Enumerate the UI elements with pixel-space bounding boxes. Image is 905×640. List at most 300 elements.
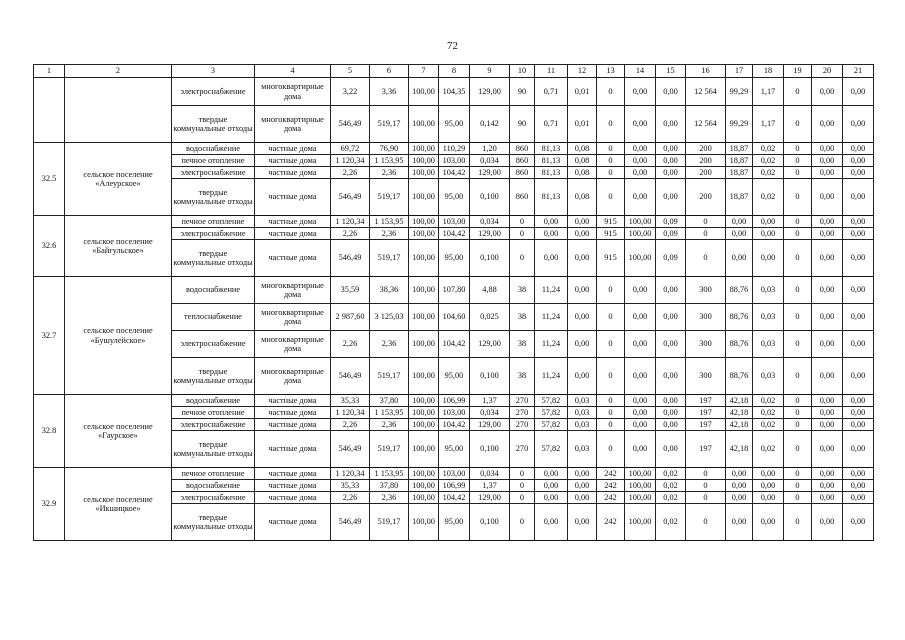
value-cell: 37,80 <box>370 395 409 407</box>
value-cell: 0,00 <box>726 492 753 504</box>
value-cell: 0 <box>784 106 812 143</box>
value-cell: 0,00 <box>812 331 843 358</box>
value-cell: 88,76 <box>726 277 753 304</box>
value-cell: 300 <box>686 304 726 331</box>
settlement-number: 32.6 <box>34 216 65 277</box>
value-cell: 0,00 <box>812 143 843 155</box>
value-cell: 0 <box>686 504 726 541</box>
value-cell: 0,00 <box>753 216 784 228</box>
settlement-name <box>65 78 172 143</box>
value-cell: 100,00 <box>409 216 439 228</box>
value-cell: 100,00 <box>409 240 439 277</box>
value-cell: 270 <box>510 395 535 407</box>
value-cell: 0,00 <box>568 492 597 504</box>
value-cell: 100,00 <box>409 431 439 468</box>
value-cell: 0 <box>597 407 625 419</box>
housing-type: частные дома <box>255 492 331 504</box>
value-cell: 100,00 <box>409 407 439 419</box>
value-cell: 0,03 <box>753 331 784 358</box>
value-cell: 0,00 <box>812 167 843 179</box>
value-cell: 0,00 <box>843 395 874 407</box>
value-cell: 197 <box>686 419 726 431</box>
value-cell: 0 <box>597 358 625 395</box>
value-cell: 0,00 <box>843 407 874 419</box>
value-cell: 18,87 <box>726 143 753 155</box>
value-cell: 100,00 <box>625 216 656 228</box>
value-cell: 0,00 <box>843 419 874 431</box>
settlement-number: 32.5 <box>34 143 65 216</box>
value-cell: 104,35 <box>439 78 470 106</box>
value-cell: 0,00 <box>812 277 843 304</box>
service-name: твердые коммунальные отходы <box>172 431 255 468</box>
value-cell: 38 <box>510 277 535 304</box>
page-number: 72 <box>447 40 458 52</box>
value-cell: 0,00 <box>625 78 656 106</box>
housing-type: частные дома <box>255 155 331 167</box>
value-cell: 100,00 <box>409 331 439 358</box>
value-cell: 0,00 <box>625 419 656 431</box>
value-cell: 106,99 <box>439 480 470 492</box>
value-cell: 104,42 <box>439 167 470 179</box>
value-cell: 42,18 <box>726 419 753 431</box>
value-cell: 18,87 <box>726 179 753 216</box>
value-cell: 90 <box>510 78 535 106</box>
value-cell: 0,00 <box>535 468 568 480</box>
value-cell: 0,00 <box>843 167 874 179</box>
value-cell: 0 <box>686 468 726 480</box>
value-cell: 2,26 <box>331 167 370 179</box>
value-cell: 100,00 <box>409 492 439 504</box>
value-cell: 0,00 <box>843 358 874 395</box>
value-cell: 0,08 <box>568 179 597 216</box>
value-cell: 0,00 <box>656 143 686 155</box>
value-cell: 95,00 <box>439 504 470 541</box>
value-cell: 1,17 <box>753 106 784 143</box>
value-cell: 0,00 <box>753 492 784 504</box>
value-cell: 11,24 <box>535 358 568 395</box>
value-cell: 0 <box>597 179 625 216</box>
column-number-cell: 17 <box>726 65 753 78</box>
value-cell: 197 <box>686 431 726 468</box>
value-cell: 4,88 <box>470 277 510 304</box>
value-cell: 0,00 <box>753 480 784 492</box>
value-cell: 860 <box>510 167 535 179</box>
value-cell: 0,00 <box>568 304 597 331</box>
value-cell: 0,02 <box>753 431 784 468</box>
value-cell: 0,08 <box>568 167 597 179</box>
value-cell: 197 <box>686 395 726 407</box>
value-cell: 546,49 <box>331 106 370 143</box>
value-cell: 0 <box>597 155 625 167</box>
value-cell: 860 <box>510 143 535 155</box>
column-number-cell: 1 <box>34 65 65 78</box>
value-cell: 546,49 <box>331 504 370 541</box>
value-cell: 0,00 <box>843 431 874 468</box>
value-cell: 0 <box>597 167 625 179</box>
value-cell: 0,01 <box>568 78 597 106</box>
table-row <box>34 78 874 106</box>
value-cell: 1 120,34 <box>331 407 370 419</box>
value-cell: 0,00 <box>656 395 686 407</box>
housing-type: частные дома <box>255 419 331 431</box>
value-cell: 0,00 <box>812 480 843 492</box>
value-cell: 915 <box>597 216 625 228</box>
value-cell: 11,24 <box>535 277 568 304</box>
value-cell: 1,37 <box>470 395 510 407</box>
value-cell: 2,36 <box>370 167 409 179</box>
column-number-cell: 9 <box>470 65 510 78</box>
value-cell: 1,20 <box>470 143 510 155</box>
value-cell: 0,02 <box>753 179 784 216</box>
value-cell: 129,00 <box>470 419 510 431</box>
value-cell: 129,00 <box>470 331 510 358</box>
value-cell: 81,13 <box>535 167 568 179</box>
value-cell: 129,00 <box>470 167 510 179</box>
value-cell: 0,00 <box>656 106 686 143</box>
value-cell: 69,72 <box>331 143 370 155</box>
value-cell: 0 <box>784 492 812 504</box>
value-cell: 0,03 <box>753 277 784 304</box>
value-cell: 0,00 <box>843 78 874 106</box>
value-cell: 0,00 <box>568 480 597 492</box>
service-name: электроснабжение <box>172 331 255 358</box>
value-cell: 0,02 <box>656 468 686 480</box>
value-cell: 0,00 <box>568 504 597 541</box>
table-row <box>34 395 874 407</box>
value-cell: 0,00 <box>625 431 656 468</box>
value-cell: 129,00 <box>470 78 510 106</box>
value-cell: 0,02 <box>753 155 784 167</box>
service-name: водоснабжение <box>172 395 255 407</box>
value-cell: 100,00 <box>409 277 439 304</box>
housing-type: многоквартирные дома <box>255 277 331 304</box>
value-cell: 0,00 <box>726 216 753 228</box>
value-cell: 0,09 <box>656 216 686 228</box>
value-cell: 0,00 <box>625 143 656 155</box>
value-cell: 242 <box>597 492 625 504</box>
value-cell: 104,42 <box>439 331 470 358</box>
value-cell: 0,02 <box>656 504 686 541</box>
value-cell: 0,00 <box>656 304 686 331</box>
value-cell: 0,100 <box>470 504 510 541</box>
value-cell: 0 <box>686 480 726 492</box>
value-cell: 519,17 <box>370 240 409 277</box>
settlement-name: сельское поселение «Байгульское» <box>65 216 172 277</box>
value-cell: 0,00 <box>625 395 656 407</box>
housing-type: многоквартирные дома <box>255 304 331 331</box>
value-cell: 0,00 <box>535 216 568 228</box>
column-number-cell: 21 <box>843 65 874 78</box>
value-cell: 0,02 <box>753 167 784 179</box>
value-cell: 0,03 <box>568 395 597 407</box>
value-cell: 0,034 <box>470 468 510 480</box>
value-cell: 0 <box>510 240 535 277</box>
value-cell: 0,00 <box>535 504 568 541</box>
value-cell: 0,00 <box>753 504 784 541</box>
value-cell: 270 <box>510 419 535 431</box>
value-cell: 0,09 <box>656 228 686 240</box>
value-cell: 0,00 <box>568 468 597 480</box>
value-cell: 95,00 <box>439 431 470 468</box>
value-cell: 0,00 <box>535 228 568 240</box>
settlement-number: 32.9 <box>34 468 65 541</box>
value-cell: 546,49 <box>331 358 370 395</box>
value-cell: 0,100 <box>470 179 510 216</box>
value-cell: 519,17 <box>370 179 409 216</box>
settlement-name: сельское поселение «Икшицкое» <box>65 468 172 541</box>
value-cell: 0 <box>784 431 812 468</box>
value-cell: 100,00 <box>409 395 439 407</box>
service-name: печное отопление <box>172 407 255 419</box>
housing-type: многоквартирные дома <box>255 106 331 143</box>
value-cell: 104,60 <box>439 304 470 331</box>
settlement-name: сельское поселение «Алеурское» <box>65 143 172 216</box>
value-cell: 0,00 <box>656 407 686 419</box>
housing-type: частные дома <box>255 143 331 155</box>
table-row <box>34 468 874 480</box>
column-number-cell: 2 <box>65 65 172 78</box>
value-cell: 0,00 <box>726 228 753 240</box>
housing-type: частные дома <box>255 480 331 492</box>
table-row <box>34 143 874 155</box>
value-cell: 242 <box>597 504 625 541</box>
value-cell: 0,034 <box>470 216 510 228</box>
value-cell: 0,00 <box>843 504 874 541</box>
value-cell: 95,00 <box>439 240 470 277</box>
value-cell: 0,02 <box>753 407 784 419</box>
column-number-cell: 15 <box>656 65 686 78</box>
service-name: водоснабжение <box>172 143 255 155</box>
value-cell: 104,42 <box>439 492 470 504</box>
value-cell: 0 <box>597 419 625 431</box>
value-cell: 12 564 <box>686 78 726 106</box>
value-cell: 38 <box>510 304 535 331</box>
value-cell: 0,02 <box>753 395 784 407</box>
value-cell: 0,00 <box>568 358 597 395</box>
value-cell: 0,00 <box>812 240 843 277</box>
column-number-cell: 7 <box>409 65 439 78</box>
value-cell: 100,00 <box>409 304 439 331</box>
value-cell: 0,00 <box>812 216 843 228</box>
value-cell: 0 <box>784 143 812 155</box>
value-cell: 100,00 <box>409 143 439 155</box>
value-cell: 0,00 <box>625 167 656 179</box>
value-cell: 0,00 <box>568 277 597 304</box>
value-cell: 104,42 <box>439 419 470 431</box>
value-cell: 1 120,34 <box>331 155 370 167</box>
value-cell: 0,00 <box>812 492 843 504</box>
value-cell: 110,29 <box>439 143 470 155</box>
column-number-cell: 4 <box>255 65 331 78</box>
value-cell: 18,87 <box>726 155 753 167</box>
column-number-cell: 10 <box>510 65 535 78</box>
value-cell: 95,00 <box>439 106 470 143</box>
value-cell: 0,00 <box>656 358 686 395</box>
column-number-cell: 18 <box>753 65 784 78</box>
service-name: электроснабжение <box>172 492 255 504</box>
column-number-cell: 20 <box>812 65 843 78</box>
value-cell: 0,00 <box>843 304 874 331</box>
value-cell: 0,00 <box>843 240 874 277</box>
housing-type: частные дома <box>255 179 331 216</box>
service-name: водоснабжение <box>172 277 255 304</box>
value-cell: 3,36 <box>370 78 409 106</box>
value-cell: 0,01 <box>568 106 597 143</box>
value-cell: 1 120,34 <box>331 216 370 228</box>
column-number-cell: 11 <box>535 65 568 78</box>
service-name: электроснабжение <box>172 167 255 179</box>
value-cell: 0,00 <box>726 504 753 541</box>
value-cell: 0,00 <box>812 395 843 407</box>
value-cell: 100,00 <box>409 179 439 216</box>
value-cell: 1,37 <box>470 480 510 492</box>
housing-type: частные дома <box>255 468 331 480</box>
value-cell: 0,00 <box>843 106 874 143</box>
value-cell: 100,00 <box>409 419 439 431</box>
value-cell: 11,24 <box>535 304 568 331</box>
settlement-name: сельское поселение «Бушулейское» <box>65 277 172 395</box>
settlement-name: сельское поселение «Гаурское» <box>65 395 172 468</box>
value-cell: 0,09 <box>656 240 686 277</box>
value-cell: 38 <box>510 331 535 358</box>
value-cell: 0,00 <box>726 480 753 492</box>
value-cell: 81,13 <box>535 143 568 155</box>
value-cell: 35,33 <box>331 395 370 407</box>
value-cell: 0,08 <box>568 155 597 167</box>
service-name: печное отопление <box>172 468 255 480</box>
value-cell: 0,00 <box>812 228 843 240</box>
value-cell: 1,17 <box>753 78 784 106</box>
value-cell: 0 <box>784 304 812 331</box>
value-cell: 12 564 <box>686 106 726 143</box>
value-cell: 0,00 <box>843 468 874 480</box>
value-cell: 0 <box>784 468 812 480</box>
value-cell: 103,00 <box>439 216 470 228</box>
value-cell: 11,24 <box>535 331 568 358</box>
value-cell: 200 <box>686 167 726 179</box>
service-name: электроснабжение <box>172 419 255 431</box>
column-number-cell: 16 <box>686 65 726 78</box>
value-cell: 0 <box>510 492 535 504</box>
value-cell: 57,82 <box>535 407 568 419</box>
value-cell: 0,00 <box>625 358 656 395</box>
value-cell: 0,00 <box>568 331 597 358</box>
value-cell: 0,00 <box>843 155 874 167</box>
value-cell: 0 <box>597 277 625 304</box>
value-cell: 88,76 <box>726 331 753 358</box>
value-cell: 37,80 <box>370 480 409 492</box>
value-cell: 0,034 <box>470 407 510 419</box>
service-name: твердые коммунальные отходы <box>172 240 255 277</box>
column-number-cell: 8 <box>439 65 470 78</box>
value-cell: 1 153,95 <box>370 155 409 167</box>
value-cell: 107,80 <box>439 277 470 304</box>
value-cell: 200 <box>686 155 726 167</box>
housing-type: частные дома <box>255 240 331 277</box>
value-cell: 0,00 <box>656 167 686 179</box>
value-cell: 106,99 <box>439 395 470 407</box>
value-cell: 2,36 <box>370 228 409 240</box>
value-cell: 0 <box>510 480 535 492</box>
value-cell: 0 <box>784 277 812 304</box>
value-cell: 1 153,95 <box>370 407 409 419</box>
value-cell: 0,00 <box>812 504 843 541</box>
service-name: водоснабжение <box>172 480 255 492</box>
value-cell: 0 <box>686 492 726 504</box>
value-cell: 300 <box>686 331 726 358</box>
column-number-cell: 14 <box>625 65 656 78</box>
column-number-cell: 12 <box>568 65 597 78</box>
value-cell: 81,13 <box>535 179 568 216</box>
value-cell: 100,00 <box>409 504 439 541</box>
value-cell: 0,02 <box>753 419 784 431</box>
value-cell: 0,00 <box>625 155 656 167</box>
value-cell: 860 <box>510 179 535 216</box>
value-cell: 0 <box>784 331 812 358</box>
value-cell: 0,00 <box>843 228 874 240</box>
value-cell: 860 <box>510 155 535 167</box>
value-cell: 100,00 <box>625 504 656 541</box>
value-cell: 0,025 <box>470 304 510 331</box>
value-cell: 0,02 <box>656 492 686 504</box>
value-cell: 0,00 <box>568 240 597 277</box>
value-cell: 546,49 <box>331 179 370 216</box>
value-cell: 0 <box>597 331 625 358</box>
value-cell: 57,82 <box>535 431 568 468</box>
value-cell: 0 <box>784 155 812 167</box>
value-cell: 300 <box>686 358 726 395</box>
value-cell: 0,100 <box>470 431 510 468</box>
housing-type: многоквартирные дома <box>255 78 331 106</box>
value-cell: 100,00 <box>625 228 656 240</box>
value-cell: 104,42 <box>439 228 470 240</box>
value-cell: 0,00 <box>726 240 753 277</box>
value-cell: 0 <box>784 167 812 179</box>
value-cell: 0,00 <box>625 106 656 143</box>
value-cell: 519,17 <box>370 431 409 468</box>
value-cell: 99,29 <box>726 78 753 106</box>
value-cell: 3 125,03 <box>370 304 409 331</box>
value-cell: 242 <box>597 480 625 492</box>
value-cell: 99,29 <box>726 106 753 143</box>
value-cell: 103,00 <box>439 155 470 167</box>
value-cell: 76,90 <box>370 143 409 155</box>
value-cell: 0,00 <box>843 143 874 155</box>
value-cell: 0,00 <box>656 277 686 304</box>
value-cell: 200 <box>686 143 726 155</box>
value-cell: 100,00 <box>625 468 656 480</box>
value-cell: 0,00 <box>843 331 874 358</box>
service-name: твердые коммунальные отходы <box>172 504 255 541</box>
value-cell: 0 <box>784 240 812 277</box>
value-cell: 0 <box>784 228 812 240</box>
value-cell: 0,034 <box>470 155 510 167</box>
value-cell: 0,00 <box>812 78 843 106</box>
value-cell: 88,76 <box>726 358 753 395</box>
value-cell: 100,00 <box>409 480 439 492</box>
value-cell: 546,49 <box>331 240 370 277</box>
value-cell: 100,00 <box>409 468 439 480</box>
value-cell: 0 <box>784 216 812 228</box>
column-number-cell: 19 <box>784 65 812 78</box>
table-row <box>34 277 874 304</box>
value-cell: 519,17 <box>370 106 409 143</box>
service-name: печное отопление <box>172 216 255 228</box>
value-cell: 0,02 <box>753 143 784 155</box>
value-cell: 81,13 <box>535 155 568 167</box>
value-cell: 0,71 <box>535 78 568 106</box>
value-cell: 0,00 <box>812 407 843 419</box>
